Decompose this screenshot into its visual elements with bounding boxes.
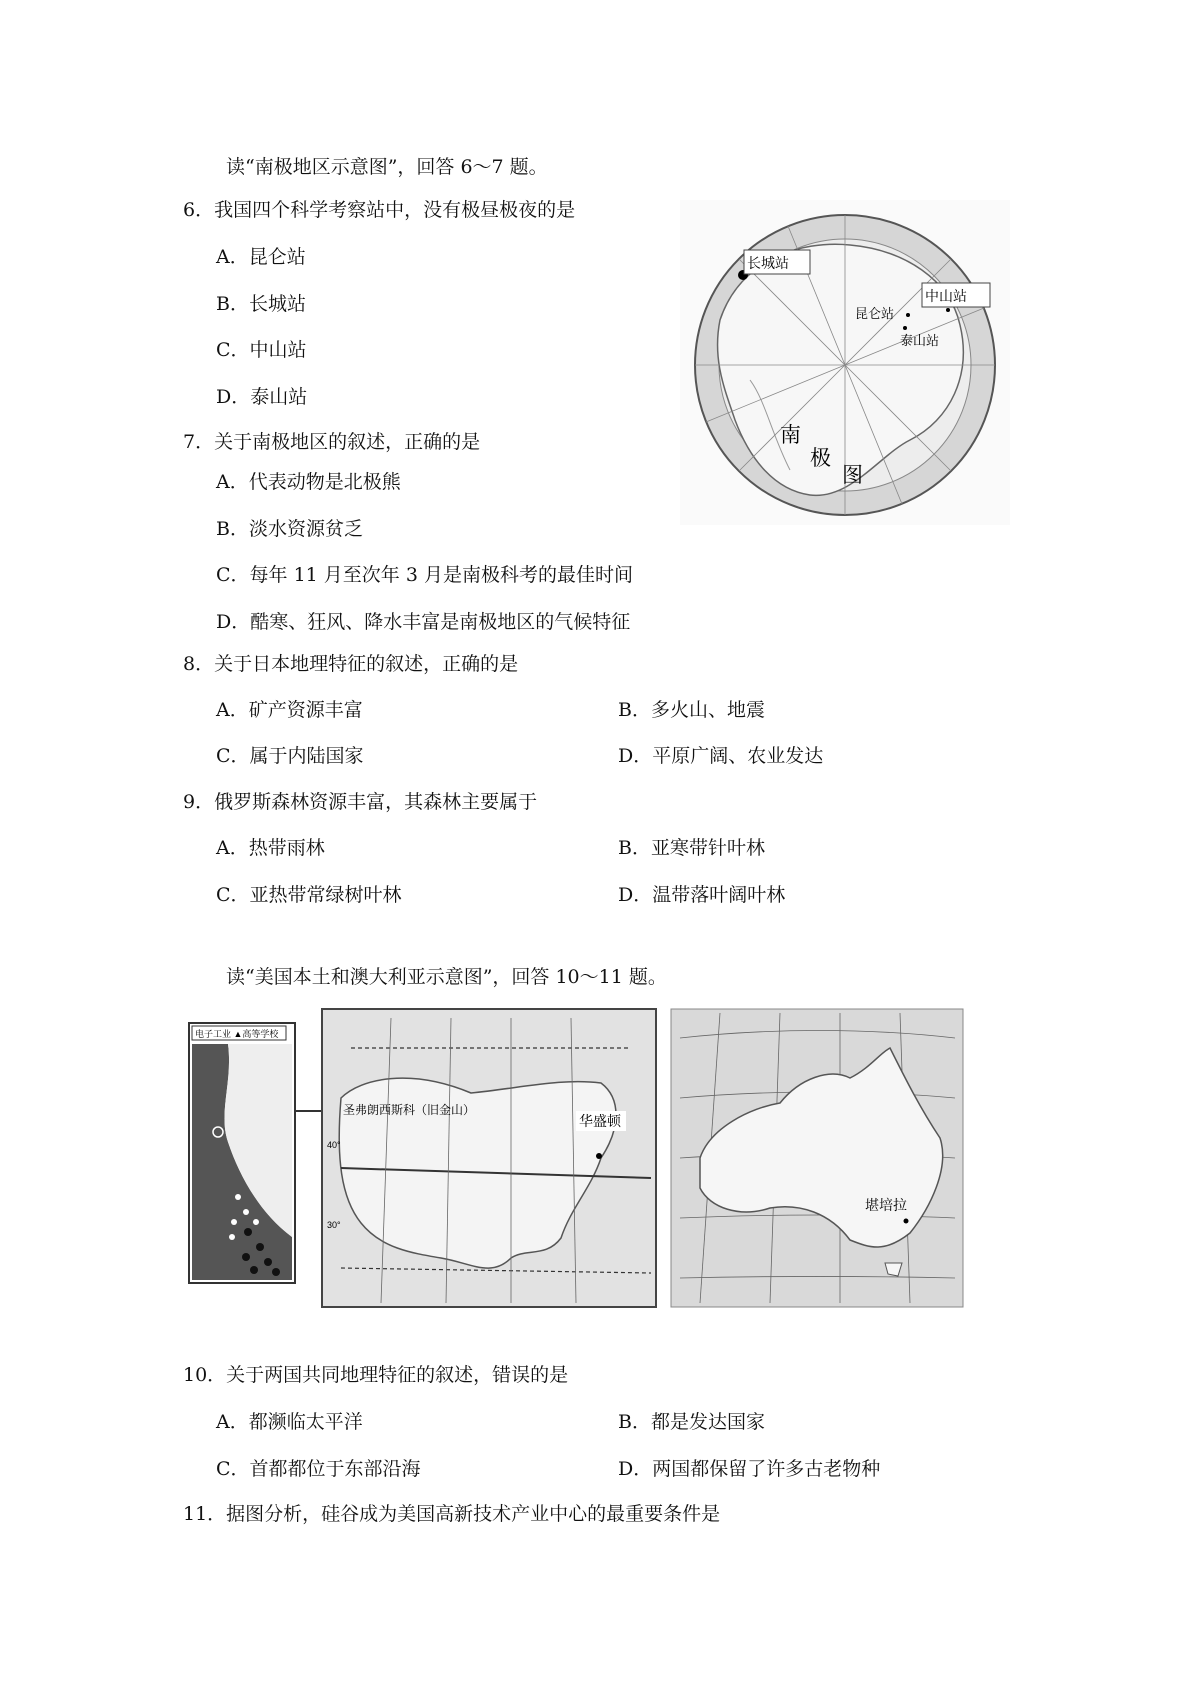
usa-map [321, 1008, 657, 1308]
map-title-char-3: 图 [842, 463, 863, 487]
antarctic-map [680, 200, 1010, 525]
intro-antarctic: 读“南极地区示意图”，回答 6～7 题。 [226, 156, 548, 178]
kunlun-station-dot [906, 313, 910, 317]
q8-option-c: C．属于内陆国家 [216, 745, 364, 767]
washington-dot [596, 1153, 602, 1159]
q10-option-a: A．都濒临太平洋 [216, 1411, 363, 1433]
q10-option-b: B．都是发达国家 [618, 1411, 765, 1433]
lat-40-label: 40° [327, 1140, 341, 1150]
q7-option-c: C．每年 11 月至次年 3 月是南极科考的最佳时间 [216, 564, 633, 586]
lat-30-label: 30° [327, 1220, 341, 1230]
question-10-stem: 10．关于两国共同地理特征的叙述，错误的是 [183, 1364, 569, 1386]
kunlun-station-label: 昆仑站 [855, 306, 895, 321]
q9-option-b: B．亚寒带针叶林 [618, 837, 765, 859]
q6-option-c: C．中山站 [216, 339, 307, 361]
antarctic-map-svg [680, 200, 1010, 525]
q8-option-a: A．矿产资源丰富 [216, 699, 363, 721]
inset-legend: 电子工业 ▲高等学校 [195, 1029, 279, 1039]
question-9-stem: 9．俄罗斯森林资源丰富，其森林主要属于 [183, 791, 538, 813]
q6-option-b: B．长城站 [216, 293, 306, 315]
map-title-char-1: 南 [780, 423, 801, 447]
washington-label: 华盛顿 [579, 1115, 621, 1130]
question-7-stem: 7．关于南极地区的叙述，正确的是 [183, 431, 481, 453]
zhongshan-station-label: 中山站 [925, 290, 967, 305]
question-8-stem: 8．关于日本地理特征的叙述，正确的是 [183, 653, 519, 675]
q6-option-d: D．泰山站 [216, 386, 308, 408]
taishan-station-label: 泰山站 [900, 333, 940, 348]
canberra-label: 堪培拉 [865, 1199, 907, 1214]
q9-option-c: C．亚热带常绿树叶林 [216, 884, 402, 906]
australia-map [670, 1008, 964, 1308]
question-6-stem: 6．我国四个科学考察站中，没有极昼极夜的是 [183, 199, 576, 221]
question-11-stem: 11．据图分析，硅谷成为美国高新技术产业中心的最重要条件是 [183, 1503, 721, 1525]
canberra-dot [904, 1219, 909, 1224]
q8-option-d: D．平原广阔、农业发达 [618, 745, 824, 767]
q6-option-a: A．昆仑站 [216, 246, 306, 268]
q9-option-a: A．热带雨林 [216, 837, 325, 859]
q7-option-b: B．淡水资源贫乏 [216, 518, 363, 540]
q10-option-c: C．首都都位于东部沿海 [216, 1458, 421, 1480]
silicon-valley-inset [188, 1022, 296, 1284]
map-title-char-2: 极 [810, 446, 831, 470]
san-francisco-label: 圣弗朗西斯科（旧金山） [343, 1103, 476, 1117]
q9-option-d: D．温带落叶阔叶林 [618, 884, 786, 906]
changcheng-station-label: 长城站 [747, 257, 789, 272]
q10-option-d: D．两国都保留了许多古老物种 [618, 1458, 881, 1480]
q7-option-d: D．酷寒、狂风、降水丰富是南极地区的气候特征 [216, 611, 631, 633]
q7-option-a: A．代表动物是北极熊 [216, 471, 401, 493]
q8-option-b: B．多火山、地震 [618, 699, 765, 721]
intro-usa-australia: 读“美国本土和澳大利亚示意图”，回答 10～11 题。 [226, 966, 667, 988]
taishan-station-dot [903, 326, 907, 330]
zhongshan-station-dot [946, 308, 950, 312]
